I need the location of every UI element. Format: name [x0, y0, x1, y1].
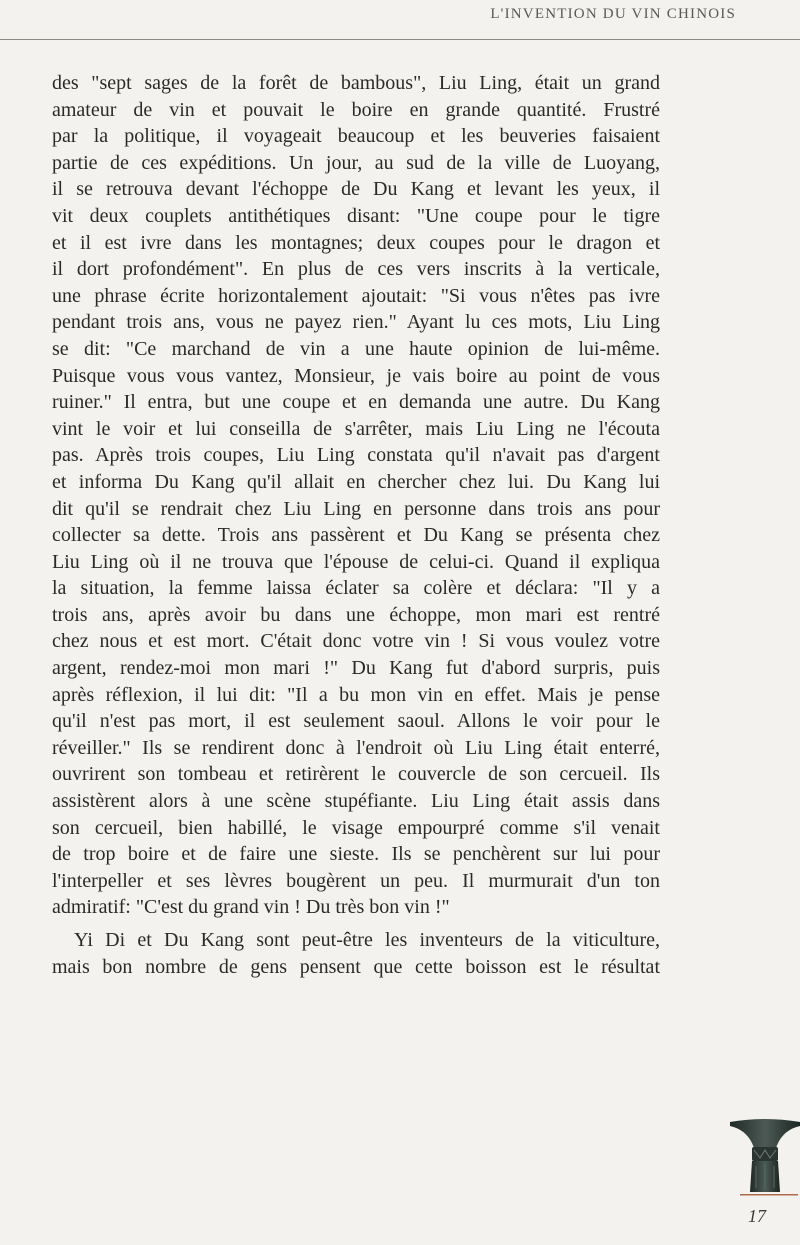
text-line: pendant trois ans, vous ne payez rien." Ayant lu ces mots, Liu Ling	[52, 311, 660, 334]
text-line: après réflexion, il lui dit: "Il a bu mon vin en effet. Mais je pense	[52, 683, 660, 706]
text-line: ruiner." Il entra, but une coupe et en demanda une autre. Du Kang	[52, 391, 660, 414]
running-header: L'INVENTION DU VIN CHINOIS	[490, 6, 736, 22]
text-line: réveiller." Ils se rendirent donc à l'endroit où Liu Ling était enterré,	[52, 736, 660, 759]
bronze-wine-vessel-icon	[730, 1118, 800, 1198]
text-line: pas. Après trois coupes, Liu Ling constata qu'il n'avait pas d'argent	[52, 444, 660, 467]
text-line: Puisque vous vous vantez, Monsieur, je vais boire au point de vous	[52, 364, 660, 387]
text-line: ouvrirent son tombeau et retirèrent le couvercle de son cercueil. Ils	[52, 763, 660, 786]
text-line: collecter sa dette. Trois ans passèrent et Du Kang se présenta chez	[52, 524, 660, 547]
text-line: une phrase écrite horizontalement ajoutait: "Si vous n'êtes pas ivre	[52, 284, 660, 307]
text-line: et informa Du Kang qu'il allait en chercher chez lui. Du Kang lui	[52, 470, 660, 493]
text-line: partie de ces expéditions. Un jour, au sud de la ville de Luoyang,	[52, 151, 660, 174]
paragraph-1	[52, 70, 660, 921]
text-line: il dort profondément". En plus de ces vers inscrits à la verticale,	[52, 258, 660, 281]
text-line: de trop boire et de faire une sieste. Ils se penchèrent sur lui pour	[52, 843, 660, 866]
text-line: son cercueil, bien habillé, le visage empourpré comme s'il venait	[52, 816, 660, 839]
page-number: 17	[748, 1206, 766, 1226]
text-line: et il est ivre dans les montagnes; deux coupes pour le dragon et	[52, 231, 660, 254]
text-line: par la politique, il voyageait beaucoup et les beuveries faisaient	[52, 125, 660, 148]
text-line: vint le voir et lui conseilla de s'arrêter, mais Liu Ling ne l'écouta	[52, 417, 660, 440]
text-line: l'interpeller et ses lèvres bougèrent un peu. Il murmurait d'un ton	[52, 869, 660, 892]
text-line: trois ans, après avoir bu dans une échoppe, mon mari est rentré	[52, 603, 660, 626]
text-line: chez nous et est mort. C'était donc votre vin ! Si vous voulez votre	[52, 630, 660, 653]
text-line: assistèrent alors à une scène stupéfiante. Liu Ling était assis dans	[52, 790, 660, 813]
text-line: la situation, la femme laissa éclater sa colère et déclara: "Il y a	[52, 577, 660, 600]
text-line: des "sept sages de la forêt de bambous", Liu Ling, était un grand	[52, 72, 660, 94]
text-line: admiratif: "C'est du grand vin ! Du très bon vin !"	[52, 896, 450, 919]
text-line: dit qu'il se rendrait chez Liu Ling en personne dans trois ans pour	[52, 497, 660, 520]
text-line: se dit: "Ce marchand de vin a une haute opinion de lui-même.	[52, 337, 660, 360]
text-line: Yi Di et Du Kang sont peut-être les inventeurs de la viticulture,	[74, 929, 660, 951]
text-line: Liu Ling où il ne trouva que l'épouse de celui-ci. Quand il expliqua	[52, 550, 660, 573]
body-text	[52, 70, 660, 980]
text-line: il se retrouva devant l'échoppe de Du Kang et levant les yeux, il	[52, 178, 660, 201]
header-divider	[0, 39, 800, 40]
text-line: qu'il n'est pas mort, il est seulement saoul. Allons le voir pour le	[52, 710, 660, 733]
text-line: argent, rendez-moi mon mari !" Du Kang fut d'abord surpris, puis	[52, 657, 660, 680]
text-line: mais bon nombre de gens pensent que cette boisson est le résultat	[52, 955, 660, 978]
paragraph-2	[52, 927, 660, 980]
text-line: amateur de vin et pouvait le boire en grande quantité. Frustré	[52, 98, 660, 121]
text-line: vit deux couplets antithétiques disant: "Une coupe pour le tigre	[52, 204, 660, 227]
